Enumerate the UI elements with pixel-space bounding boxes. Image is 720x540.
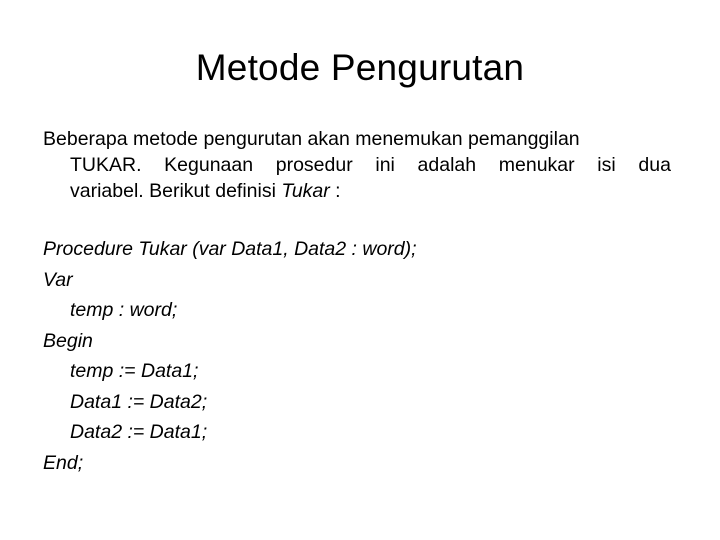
slide-title: Metode Pengurutan (195, 47, 525, 88)
code-line: temp := Data1; (70, 360, 199, 382)
code-line: temp : word; (70, 299, 178, 321)
intro-word: Kegunaan (164, 154, 254, 176)
intro-word: adalah (417, 154, 477, 176)
intro-line-3-italic: Tukar (281, 180, 330, 202)
code-line: Var (43, 268, 73, 291)
code-line: Data2 := Data1; (70, 421, 208, 443)
intro-word: menukar (498, 154, 575, 176)
intro-paragraph (43, 126, 671, 204)
intro-word: dua (638, 154, 671, 176)
code-block (43, 234, 683, 478)
intro-line-1: Beberapa metode pengurutan akan menemukan pemanggilan (43, 128, 580, 150)
intro-line-3 (43, 178, 671, 204)
code-line: Procedure Tukar (var Data1, Data2 : word); (43, 238, 417, 260)
code-line: Data1 := Data2; (70, 390, 208, 413)
intro-line-3-prefix: variabel. Berikut definisi (70, 180, 282, 202)
intro-word: isi (597, 154, 616, 176)
intro-word: TUKAR. (70, 154, 142, 176)
code-line: End; (43, 451, 84, 474)
code-line: Begin (43, 329, 93, 352)
intro-word: ini (375, 154, 395, 176)
intro-line-2 (43, 152, 671, 178)
intro-word: prosedur (275, 154, 353, 176)
intro-line-3-suffix: : (329, 180, 341, 202)
